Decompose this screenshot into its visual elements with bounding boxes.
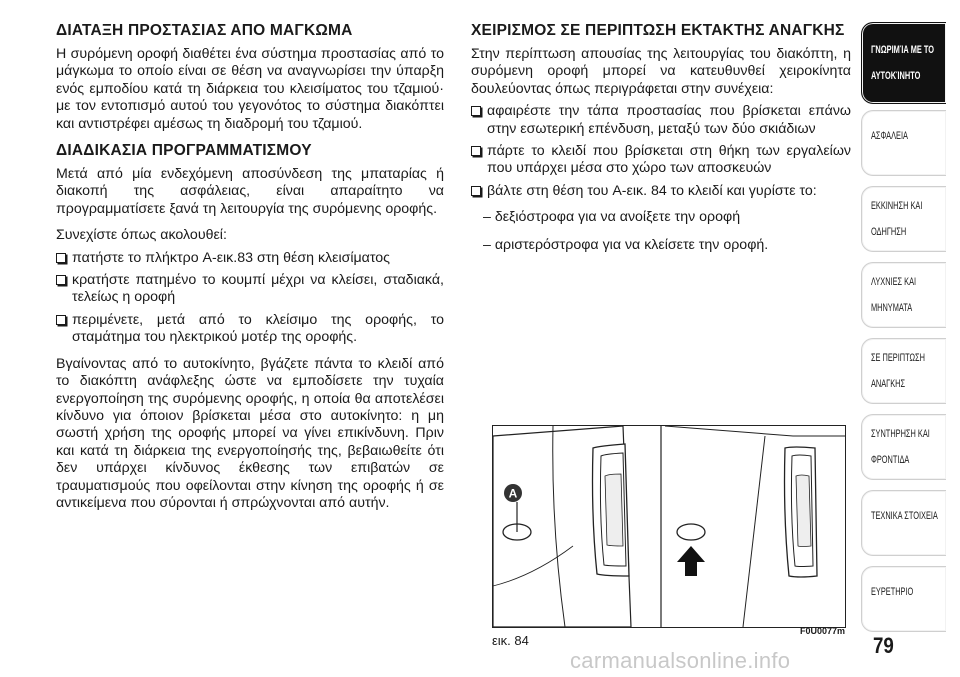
tab-technical-data[interactable]: ΤΕΧΝΙΚΑ ΣΤΟΙΧΕΙΑ: [861, 490, 946, 556]
substep-clockwise: – δεξιόστροφα για να ανοίξετε την οροφή: [483, 209, 741, 226]
figure-code: F0U0077m: [800, 626, 846, 636]
section-title-emergency: ΧΕΙΡΙΣΜΟΣ ΣΕ ΠΕΡΙΠΤΩΣΗ ΕΚΤΑΚΤΗΣ ΑΝΑΓΚΗΣ: [471, 22, 845, 39]
tab-getting-to-know-car[interactable]: ΓΝΩΡΙΜΊΑ ΜΕ ΤΟ ΑΥΤΟΚΊΝΗΤΟ: [861, 22, 946, 104]
emergency-intro: Στην περίπτωση απουσίας της λειτουργίας του διακόπτη, η συρόμενη οροφή μπορεί να κατευθυνθεί χειροκίνητα δουλεύοντας όπως περιγράφεται στην συνέχεια:: [471, 46, 851, 97]
figure-84: [492, 425, 846, 628]
emergency-substeps: [483, 209, 851, 254]
emergency-steps: [471, 103, 851, 200]
tab-warning-lights-messages[interactable]: ΛΥΧΝΙΕΣ ΚΑΙ ΜΗΝΥΜΑΤΑ: [861, 262, 946, 328]
anti-pinch-paragraph: Η συρόμενη οροφή διαθέτει ένα σύστημα προστασίας από το μάγκωμα το οποίο είναι σε θέση να αναγνωρίσει την ύπαρξη ενός εμποδίου κατά τη διάρκεια του κλεισίματος του τζαμιού· με τον εντοπισμό αυτού του γεγονότος το σύστημα διακόπτει και αντιστρέφει αμέσως τη διαδρομή του τζαμιού.: [56, 46, 444, 132]
sunvisor-left-panel: [493, 426, 631, 627]
watermark: carmanualsonline.info: [570, 648, 791, 673]
checkbox-bullet-icon: [471, 146, 481, 156]
figure-caption: εικ. 84: [492, 633, 529, 648]
programming-lead: Συνεχίστε όπως ακολουθεί:: [56, 227, 227, 244]
tab-maintenance-care[interactable]: ΣΥΝΤΗΡΗΣΗ ΚΑΙ ΦΡΟΝΤΙΔΑ: [861, 414, 946, 480]
chapter-index-sidebar: [861, 22, 946, 642]
arrow-up-icon: [677, 546, 705, 576]
right-column: [471, 22, 851, 264]
checkbox-bullet-icon: [471, 186, 481, 196]
substep-counterclockwise: – αριστερόστροφα για να κλείσετε την οροφή.: [483, 236, 769, 253]
checkbox-bullet-icon: [471, 106, 481, 116]
section-title-anti-pinch: ΔΙΑΤΑΞΗ ΠΡΟΣΤΑΣΙΑΣ ΑΠΟ ΜΑΓΚΩΜΑ: [56, 22, 353, 39]
tab-index[interactable]: ΕΥΡΕΤΗΡΙΟ: [861, 566, 946, 632]
tab-emergency[interactable]: ΣΕ ΠΕΡΙΠΤΩΣΗ ΑΝΑΓΚΗΣ: [861, 338, 946, 404]
list-item: πάρτε το κλειδί που βρίσκεται στη θήκη των εργαλείων που υπάρχει μέσα στο χώρο των αποσκευών: [471, 143, 851, 178]
cover-plug-icon: [677, 524, 705, 540]
checkbox-bullet-icon: [56, 315, 66, 325]
list-item: περιμένετε, μετά από το κλείσιμο της οροφής, το σταμάτημα του ηλεκτρικού μοτέρ της οροφής.: [56, 312, 444, 347]
left-column: [56, 22, 444, 521]
tab-starting-driving[interactable]: ΕΚΚΙΝΗΣΗ ΚΑΙ ΟΔΗΓΗΣΗ: [861, 186, 946, 252]
checkbox-bullet-icon: [56, 275, 66, 285]
sunvisor-right-panel: [665, 426, 845, 627]
section-title-programming: ΔΙΑΔΙΚΑΣΙΑ ΠΡΟΓΡΑΜΜΑΤΙΣΜΟΥ: [56, 142, 312, 160]
warning-paragraph: Βγαίνοντας από το αυτοκίνητο, βγάζετε πάντα το κλειδί από το διακόπτη ανάφλεξης ώστε να εμποδίσετε την τυχαία ενεργοποίηση της συρόμενης οροφής, η οποία θα αποτελέσει κίνδυνο για όποιον βρίσκεται μέσα στο αυτοκίνητο: η μη σωστή χρήση της οροφής μπορεί να γίνει επικίνδυνη. Πριν και κατά τη διάρκεια της ενεργοποίησής της, βεβαιωθείτε ότι δεν υπάρχει κίνδυνος έκθεσης των επιβατών σε τραυματισμούς που οφείλονται στην κίνηση της οροφής ή σε αντικείμενα που σύρονται ή σπρώχνονται από αυτήν.: [56, 355, 444, 511]
programming-steps: [56, 250, 444, 347]
list-item: κρατήστε πατημένο το κουμπί μέχρι να κλείσει, σταδιακά, τελείως η οροφή: [56, 272, 444, 307]
list-item: βάλτε στη θέση του A-εικ. 84 το κλειδί και γυρίστε το:: [471, 183, 851, 200]
page-number: 79: [873, 633, 894, 658]
tab-safety[interactable]: ΑΣΦΑΛΕΙΑ: [861, 110, 946, 176]
figure-84-illustration: [493, 426, 845, 627]
list-item: αφαιρέστε την τάπα προστασίας που βρίσκεται επάνω στην εσωτερική επένδυση, μεταξύ των δύο σκιάδιων: [471, 103, 851, 138]
list-item: πατήστε το πλήκτρο A-εικ.83 στη θέση κλεισίματος: [56, 250, 444, 267]
label-a: A: [508, 486, 518, 501]
checkbox-bullet-icon: [56, 253, 66, 263]
programming-intro: Μετά από μία ενδεχόμενη αποσύνδεση της μπαταρίας ή διακοπή της ασφάλειας, είναι απαραίτητο να προγραμματίσετε ξανά τη λειτουργία της συρόμενης οροφής.: [56, 166, 444, 217]
